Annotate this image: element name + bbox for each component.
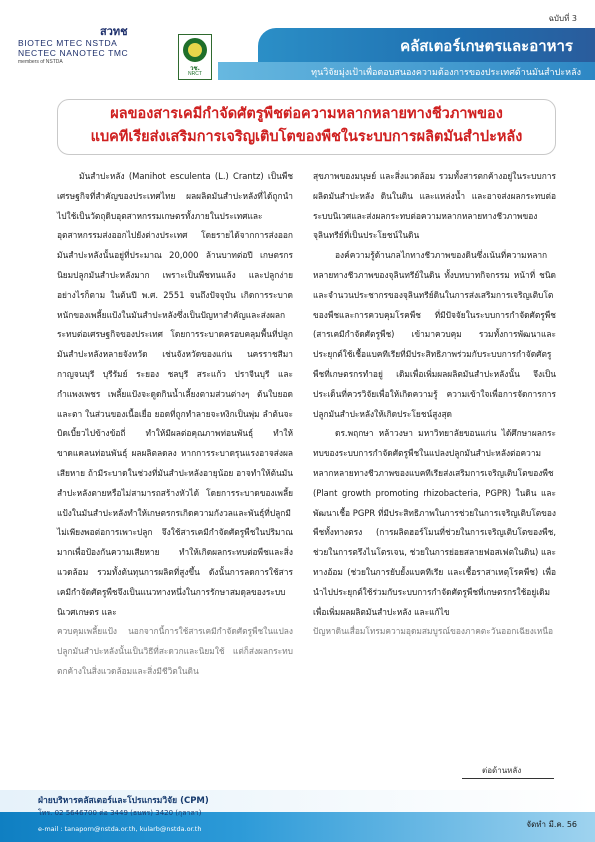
right-column [313, 167, 556, 642]
body-paragraph-faded: ควบคุมเพลี้ยแป้ง นอกจากนี้การใช้สารเคมีกำจัดศัตรูพืชในแปลงปลูกมันสำปะหลังนั้นเป็นวิธีที่สะดวกและนิยมใช้ แต่ก็ส่งผลกระทบตกค้างในสิ่งแวดล้อมและสิ่งมีชีวิตในดิน [57, 626, 293, 676]
banner-subtitle: ทุนวิจัยมุ่งเป้าเพื่อตอบสนองความต้องการของประเทศด้านมันสำปะหลัง [311, 68, 581, 78]
body-paragraph: สุขภาพของมนุษย์ และสิ่งแวดล้อม รวมทั้งสารตกค้างอยู่ในระบบการผลิตมันสำปะหลัง ดินในดิน และแหล่งน้ำ และอาจส่งผลกระทบต่อระบบนิเวศและส่งผลกระทบต่อความหลากหลายทางชีวภาพของจุลินทรีย์ที่เป็นประโยชน์ในดิน [313, 171, 556, 241]
article-title-box [57, 99, 556, 155]
nrct-logo [178, 34, 212, 80]
body-paragraph: มันสำปะหลัง (Manihot esculenta (L.) Crantz) เป็นพืชเศรษฐกิจที่สำคัญของประเทศไทย ผลผลิตมันสำปะหลังที่ได้ถูกนำไปใช้เป็นวัตถุดิบอุตสาหกรรมเกษตรทั้งภายในประเทศและอุตสาหกรรมส่งออกไปยังต่างประเทศ โดยรายได้จากการส่งออกมันสำปะหลังนั้นอยู่ที่ประมาณ 20,000 ล้านบาทต่อปี เกษตรกรนิยมปลูกมันสำปะหลังมาก เพราะเป็นพืชทนแล้ง และปลูกง่าย อย่างไรก็ตาม ในต้นปี พ.ศ. 2551 จนถึงปัจจุบัน เกิดการระบาดหนักของเพลี้ยแป้งในมันสำปะหลังซึ่งเป็นปัญหาสำคัญและส่งผลกระทบต่อเศรษฐกิจของประเทศ โดยการระบาดครอบคลุมพื้นที่ปลูกมันสำปะหลังหลายจังหวัด เช่นจังหวัดของแก่น นครราชสีมา กาญจนบุรี บุรีรัมย์ ระยอง ชลบุรี สระแก้ว ปราจีนบุรี และกำแพงเพชร เพลี้ยแป้งจะดูดกินน้ำเลี้ยงตามส่วนต่างๆ ต้นใบยอด และตา ในส่วนของเนื้อเยื่อ ยอดที่ถูกทำลายจะหงิกเป็นพุ่ม ลำต้นจะบิดเบี้ยวไปข้างข้อถี่ ทำให้มีผลต่อคุณภาพท่อนพันธุ์ ทำให้ขาดแคลนท่อนพันธุ์ ผลผลิตลดลง หากการระบาดรุนแรงอาจส่งผลเสียหาย ถ้ามีระบาดในช่วงที่มันสำปะหลังอายุน้อย อาจทำให้ต้นมันสำปะหลังตายหรือไม่สามารถสร้างหัวได้ โดยการระบาดของเพลี้ยแป้งในมันสำปะหลังทำให้เกษตรกรเกิดความกังวลและพันธุ์ที่ปลูกมีไม่เพียงพอต่อการเพาะปลูก จึงใช้สารเคมีกำจัดศัตรูพืชในปริมาณมากเพื่อป้องกันความเสียหาย ทำให้เกิดผลกระทบต่อพืชและสิ่งแวดล้อม รวมทั้งต้นทุนการผลิตที่สูงขึ้น ดังนั้นการลดการใช้สารเคมีกำจัดศัตรูพืชจึงเป็นแนวทางหนึ่งในการรักษาสมดุลของระบบนิเวศเกษตร และ [57, 171, 293, 617]
divider [462, 778, 554, 779]
footer [0, 796, 595, 842]
nrct-thai-label: วช. [190, 65, 200, 72]
cluster-banner [218, 28, 595, 80]
banner-title: คลัสเตอร์เกษตรและอาหาร [400, 37, 573, 55]
body-paragraph-faded: ปัญหาดินเสื่อมโทรมความอุดมสมบูรณ์ของภาคตะวันออกเฉียงเหนือ [313, 626, 554, 637]
nstda-logo-line2: NECTEC NANOTEC TMC [18, 48, 129, 58]
nstda-logo-line1: BIOTEC MTEC NSTDA [18, 38, 118, 48]
footer-org: ฝ่ายบริหารคลัสเตอร์และโปรแกรมวิจัย (CPM) [38, 796, 209, 806]
article-title-line2: แบคทีเรียส่งเสริมการเจริญเติบโตของพืชในระบบการผลิตมันสำปะหลัง [90, 129, 523, 145]
nstda-logo-thai: สวทช [100, 25, 128, 38]
article-title-line1: ผลของสารเคมีกำจัดศัตรูพืชต่อความหลากหลายทางชีวภาพของ [110, 106, 503, 122]
footer-phone: โทร. 02 5646700 ต่อ 3449 (ธนพร) 3420 (กุลาลา) [38, 809, 202, 817]
nstda-members-text: members of NSTDA [18, 59, 63, 65]
footer-email: e-mail : tanaporn@nstda.or.th, kularb@nstda.or.th [38, 825, 202, 833]
body-paragraph: ดร.พฤกษา หล้าวงษา มหาวิทยาลัยขอนแก่น ได้ศึกษาผลกระทบของระบบการกำจัดศัตรูพืชในแปลงปลูกมันสำปะหลังต่อความหลากหลายทางชีวภาพของแบคทีเรียส่งเสริมการเจริญเติบโตของพืช (Plant growth promoting rhizobacteria, PGPR) ในดิน และพัฒนาเชื้อ PGPR ที่มีประสิทธิภาพในการช่วยในการเจริญเติบโตของพืชทั้งทางตรง (การผลิตฮอร์โมนที่ช่วยในการเจริญเติบโตของพืช, ช่วยในการตรึงไนโตรเจน, ช่วยในการย่อยสลายฟอสเฟตในดิน) และทางอ้อม (ช่วยในการยับยั้งแบคทีเรีย และเชื้อราสาเหตุโรคพืช) เพื่อนำไปประยุกต์ใช้ร่วมกับระบบการกำจัดศัตรูพืชที่เกษตรกรใช้อยู่เดิม เพื่อเพิ่มผลผลิตมันสำปะหลัง และแก้ไข [313, 428, 556, 617]
footer-date: จัดทำ มี.ค. 56 [526, 820, 577, 829]
body-paragraph: องค์ความรู้ด้านกลไกทางชีวภาพของดินซึ่งเน้นที่ความหลากหลายทางชีวภาพของจุลินทรีย์ในดิน ทั้งบทบาทกิจกรรม หน้าที่ ชนิดและจำนวนประชากรของจุลินทรีย์ดินในการส่งเสริมการเจริญเติบโตของพืชและการควบคุมโรคพืช ที่มีปัจจัยในระบบการกำจัดศัตรูพืช (สารเคมีกำจัดศัตรูพืช) เข้ามาควบคุม รวมทั้งการพัฒนาและประยุกต์ใช้เชื้อแบคทีเรียที่มีประสิทธิภาพร่วมกับระบบการกำจัดศัตรูพืชที่เกษตรกรทำอยู่ เดิมเพื่อเพิ่มผลผลิตมันสำปะหลังนั้น จึงเป็นประเด็นที่ควรวิจัยเพื่อให้เกิดความรู้ ความเข้าใจเพื่อการจัดการการปลูกมันสำปะหลังให้เกิดประโยชน์สูงสุด [313, 250, 556, 419]
continue-label: ต่อด้านหลัง [482, 766, 522, 775]
left-column [57, 167, 293, 682]
nrct-emblem-icon [183, 38, 207, 62]
nstda-logo [18, 22, 138, 65]
nrct-en-label: NRCT [188, 71, 202, 77]
issue-number: ฉบับที่ 3 [548, 14, 577, 23]
